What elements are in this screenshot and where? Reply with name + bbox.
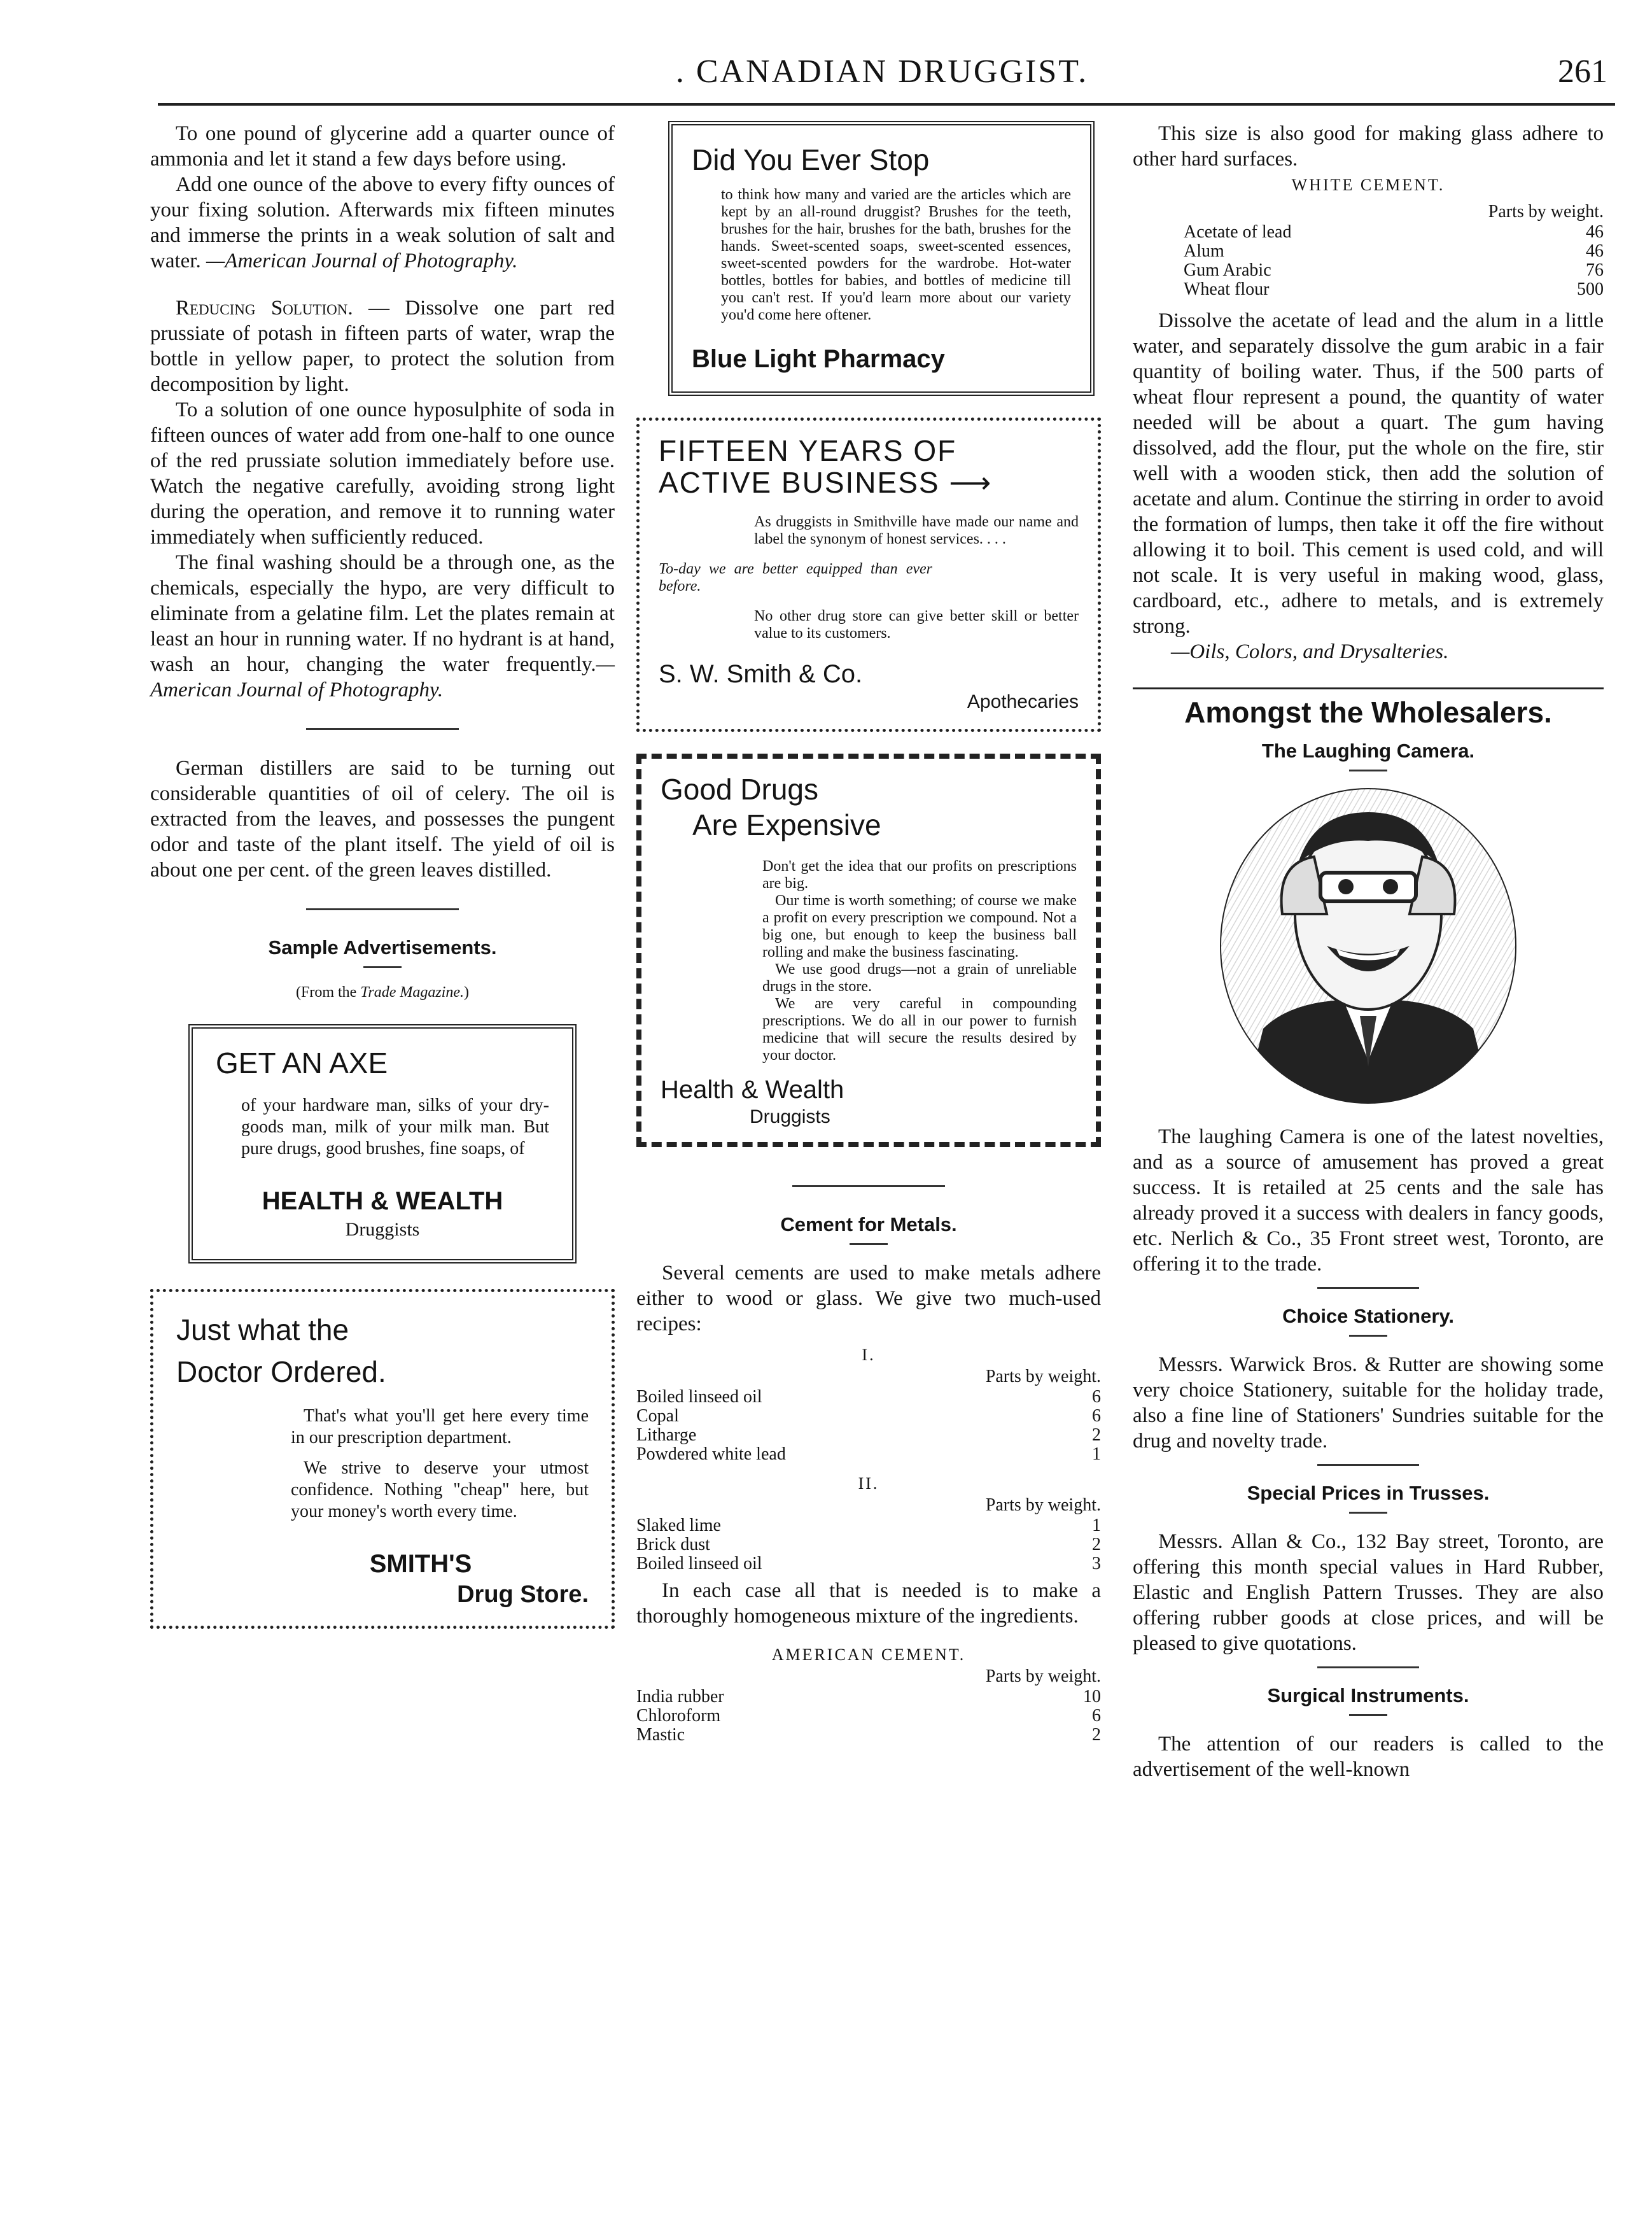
- recipe-table: [636, 1388, 1101, 1465]
- paragraph: Several cements are used to make metals adhere either to wood or glass. We give two much-used recipes:: [636, 1262, 1101, 1335]
- laughing-camera-illustration: [1219, 787, 1518, 1105]
- ingredient-name: Mastic: [636, 1725, 685, 1745]
- source-note: (From the Trade Magazine.): [296, 984, 469, 1001]
- ingredient-name: Copal: [636, 1406, 679, 1426]
- divider: [792, 1185, 945, 1187]
- ad-title: Just what the: [176, 1313, 349, 1346]
- recipe-row: [636, 1426, 1101, 1445]
- ingredient-name: Boiled linseed oil: [636, 1553, 762, 1573]
- ad-title: Did You Ever Stop: [692, 143, 930, 176]
- recipe-title: WHITE CEMENT.: [1291, 176, 1445, 194]
- subsection-heading: Special Prices in Trusses.: [1247, 1481, 1490, 1504]
- divider: [1349, 770, 1387, 771]
- ingredient-parts: 1: [1092, 1515, 1101, 1535]
- paragraph: Dissolve the acetate of lead and the alum in a little water, and separately dissolve the gum arabic in a fair quantity of boiling water. Thus, if the 500 parts of wheat flour represent a pound, the quantity of water needed will be about a quart. The gum having dissolved, add the flour, put the whole on the fire, stir well with a wooden stick, then add the solution of acetate and alum. Continue the stirring in order to avoid the formation of lumps, then take it off the fire without allowing it to boil. This cement is used cold, and will not scale. It is very useful in making wood, glass, cardboard, etc., adhere to metals, and is extremely strong. —Oils, Colors, and Drysalteries.: [1133, 309, 1604, 663]
- recipe-row: [636, 1707, 1101, 1726]
- divider: [1317, 1464, 1419, 1466]
- ingredient-parts: 46: [1586, 222, 1604, 242]
- paragraph: The attention of our readers is called to the advertisement of the well-known: [1133, 1732, 1604, 1781]
- ingredient-name: Chloroform: [636, 1706, 721, 1726]
- page-number: 261: [1558, 53, 1607, 90]
- page-header: [150, 48, 1614, 105]
- ad-fifteen-years: [636, 418, 1101, 732]
- ingredient-name: Litharge: [636, 1425, 697, 1445]
- ad-body: To-day we are better equipped than ever before.: [659, 561, 932, 595]
- recipe-table: [636, 1516, 1101, 1575]
- ad-body: We are very careful in compounding prescriptions. We do all in our power to furnish medicine that will secure the results desired by your doctor.: [762, 996, 1077, 1064]
- paragraph: Messrs. Allan & Co., 132 Bay street, Toronto, are offering this month special values in Hard Rubber, Elastic and English Pattern Trusses. They are also offering rubber goods at close prices, and will be pleased to give quotations.: [1133, 1530, 1604, 1655]
- divider: [1317, 1666, 1419, 1668]
- ad-doctor-ordered: [150, 1289, 615, 1629]
- ingredient-name: Alum: [1184, 241, 1224, 261]
- recipe-row: [636, 1687, 1101, 1707]
- divider: [1349, 1714, 1387, 1716]
- divider: [1349, 1335, 1387, 1337]
- ingredient-parts: 6: [1092, 1706, 1101, 1726]
- recipe-row: [1184, 223, 1604, 242]
- paragraph: This size is also good for making glass adhere to other hard surfaces.: [1133, 122, 1604, 171]
- recipe-title: AMERICAN CEMENT.: [771, 1645, 966, 1664]
- ad-subtitle: Druggists: [750, 1106, 830, 1127]
- ingredient-name: Brick dust: [636, 1534, 710, 1554]
- recipe-row: [636, 1407, 1101, 1426]
- ad-subtitle: Drug Store.: [457, 1581, 589, 1608]
- paragraph: To a solution of one ounce hyposulphite of soda in fifteen ounces of water add from one-half to one ounce of the red prussiate solution immediately before use. Watch the negative carefully, avoiding strong light during the operation, and remove it to running water immediately when sufficiently reduced.: [150, 398, 615, 549]
- recipe-row: [636, 1726, 1101, 1745]
- ad-body: Don't get the idea that our profits on prescriptions are big.: [762, 858, 1077, 892]
- ad-body: We strive to deserve your utmost confidence. Nothing "cheap" here, but your money's worth every time.: [291, 1458, 589, 1521]
- units-label: Parts by weight.: [985, 1666, 1101, 1686]
- section-lead: Reducing Solution.: [176, 297, 353, 320]
- recipe-table: [1184, 223, 1604, 300]
- recipe-table: [636, 1687, 1101, 1746]
- hand-pointer-icon: ⟶: [949, 466, 993, 499]
- paragraph: To one pound of glycerine add a quarter ounce of ammonia and let it stand a few days before using.: [150, 122, 615, 171]
- ingredient-parts: 3: [1092, 1553, 1101, 1573]
- section-heading: Cement for Metals.: [780, 1213, 957, 1235]
- divider: [306, 728, 459, 730]
- column-3: [1133, 121, 1604, 1782]
- recipe-number: I.: [862, 1346, 876, 1364]
- recipe-row: [1184, 280, 1604, 299]
- paragraph: Reducing Solution. — Dissolve one part red prussiate of potash in fifteen parts of water, wrap the bottle in yellow paper, to protect the solution from decomposition by light.: [150, 297, 615, 396]
- ingredient-name: Boiled linseed oil: [636, 1387, 762, 1407]
- ad-did-you-ever-stop: [668, 121, 1095, 396]
- ingredient-name: India rubber: [636, 1687, 724, 1707]
- subsection-heading: Choice Stationery.: [1282, 1304, 1454, 1327]
- ingredient-parts: 2: [1092, 1725, 1101, 1745]
- source-citation: —Oils, Colors, and Drysalteries.: [1171, 640, 1449, 663]
- ingredient-name: Acetate of lead: [1184, 222, 1292, 242]
- paragraph: The final washing should be a through one, as the chemicals, especially the hypo, are very difficult to eliminate from a gelatine film. Let the plates remain at least an hour in running water. If no hydrant is at hand, wash an hour, changing the water frequently.—American Journal of Photography.: [150, 551, 615, 701]
- recipe-row: [636, 1516, 1101, 1535]
- subsection-heading: The Laughing Camera.: [1261, 739, 1475, 762]
- recipe-row: [1184, 261, 1604, 280]
- section-heading: Sample Advertisements.: [268, 936, 497, 959]
- paragraph: The laughing Camera is one of the latest novelties, and as a source of amusement has proved a great success. It is retailed at 25 cents and the sale has already proved it a success with dealers in fancy goods, etc. Nerlich & Co., 35 Front street west, Toronto, are offering it to the trade.: [1133, 1125, 1604, 1276]
- subsection-heading: Surgical Instruments.: [1267, 1684, 1469, 1707]
- ad-subtitle: Apothecaries: [967, 691, 1079, 712]
- units-label: Parts by weight.: [985, 1367, 1101, 1386]
- ingredient-name: Slaked lime: [636, 1515, 721, 1535]
- recipe-row: [636, 1554, 1101, 1573]
- source-citation: —American Journal of Photography.: [206, 250, 518, 272]
- paragraph: Add one ounce of the above to every fifty ounces of your fixing solution. Afterwards mix fifteen minutes and immerse the prints in a weak solution of salt and water. —American Journal of Photography.: [150, 173, 615, 272]
- header-rule: [158, 103, 1615, 106]
- ingredient-parts: 46: [1586, 241, 1604, 261]
- divider: [1317, 1287, 1419, 1289]
- ad-body: As druggists in Smithville have made our name and label the synonym of honest services. . . .: [754, 514, 1079, 547]
- units-label: Parts by weight.: [985, 1495, 1101, 1515]
- ingredient-parts: 6: [1092, 1406, 1101, 1426]
- paragraph: In each case all that is needed is to make a thoroughly homogeneous mixture of the ingredients.: [636, 1579, 1101, 1628]
- column-1: [150, 121, 615, 1629]
- ad-body: of your hardware man, silks of your dry-goods man, milk of your milk man. But pure drugs, good brushes, fine soaps, of: [241, 1095, 549, 1158]
- ad-body: Our time is worth something; of course we make a profit on every prescription we compound. Not a big one, but enough to keep the business ball rolling and make the business fascinating.: [762, 892, 1077, 961]
- divider: [1133, 687, 1604, 689]
- ad-title: Good Drugs: [661, 773, 819, 806]
- recipe-number: II.: [858, 1474, 879, 1493]
- column-2: [636, 121, 1101, 1746]
- ad-title: Doctor Ordered.: [176, 1355, 386, 1388]
- source-citation: —American Journal of Photography.: [150, 653, 615, 701]
- ad-body: to think how many and varied are the articles which are kept by an all-round druggist? Brushes for the teeth, brushes for the hair, brushes for the bath, brushes for the hands. Sweet-scented soaps, sweet-scented essences, sweet-scented powders for the wardrobe. Hot-water bottles, bottles for babies, and bottles of medicine till you can't rest. If you'd learn more about our variety you'd come here oftener.: [721, 187, 1071, 323]
- ingredient-parts: 500: [1577, 279, 1604, 299]
- ad-title: Are Expensive: [692, 808, 881, 841]
- paragraph: German distillers are said to be turning out considerable quantities of oil of celery. The oil is extracted from the leaves, and possesses the pungent odor and taste of the plant itself. The yield of oil is about one per cent. of the green leaves distilled.: [150, 757, 615, 882]
- paragraph: Messrs. Warwick Bros. & Rutter are showing some very choice Stationery, suitable for the holiday trade, also a fine line of Stationers' Sundries suitable for the drug and novelty trade.: [1133, 1353, 1604, 1453]
- ingredient-parts: 10: [1083, 1687, 1101, 1707]
- ingredient-name: Powdered white lead: [636, 1444, 786, 1464]
- ad-good-drugs: [636, 754, 1101, 1147]
- ad-body: No other drug store can give better skill or better value to its customers.: [754, 608, 1079, 642]
- ad-signature: Health & Wealth: [661, 1076, 844, 1104]
- ad-signature: SMITH'S: [369, 1550, 472, 1578]
- recipe-row: [636, 1535, 1101, 1554]
- section-heading: Amongst the Wholesalers.: [1184, 695, 1552, 729]
- ad-title: ACTIVE BUSINESS ⟶: [659, 466, 993, 499]
- ad-title: FIFTEEN YEARS OF: [659, 434, 957, 467]
- divider: [850, 1243, 888, 1245]
- ingredient-parts: 6: [1092, 1387, 1101, 1407]
- ingredient-parts: 1: [1092, 1444, 1101, 1464]
- ad-signature: HEALTH & WEALTH: [262, 1187, 503, 1215]
- ad-body: We use good drugs—not a grain of unreliable drugs in the store.: [762, 961, 1077, 995]
- ad-signature: S. W. Smith & Co.: [659, 660, 863, 688]
- ingredient-parts: 2: [1092, 1425, 1101, 1445]
- divider: [1349, 1512, 1387, 1514]
- ad-get-an-axe: [188, 1024, 577, 1263]
- man-with-camera-icon: [1219, 787, 1518, 1105]
- recipe-row: [1184, 242, 1604, 261]
- ingredient-name: Gum Arabic: [1184, 260, 1271, 280]
- recipe-row: [636, 1388, 1101, 1407]
- units-label: Parts by weight.: [1488, 202, 1604, 222]
- ad-subtitle: Druggists: [345, 1219, 420, 1240]
- ingredient-parts: 2: [1092, 1534, 1101, 1554]
- divider: [363, 966, 402, 968]
- ingredient-name: Wheat flour: [1184, 279, 1270, 299]
- ad-signature: Blue Light Pharmacy: [692, 345, 945, 373]
- ingredient-parts: 76: [1586, 260, 1604, 280]
- ad-title: GET AN AXE: [216, 1046, 388, 1080]
- recipe-row: [636, 1445, 1101, 1464]
- ad-body: That's what you'll get here every time in our prescription department.: [291, 1406, 589, 1447]
- divider: [306, 908, 459, 910]
- journal-title: . CANADIAN DRUGGIST.: [675, 53, 1089, 90]
